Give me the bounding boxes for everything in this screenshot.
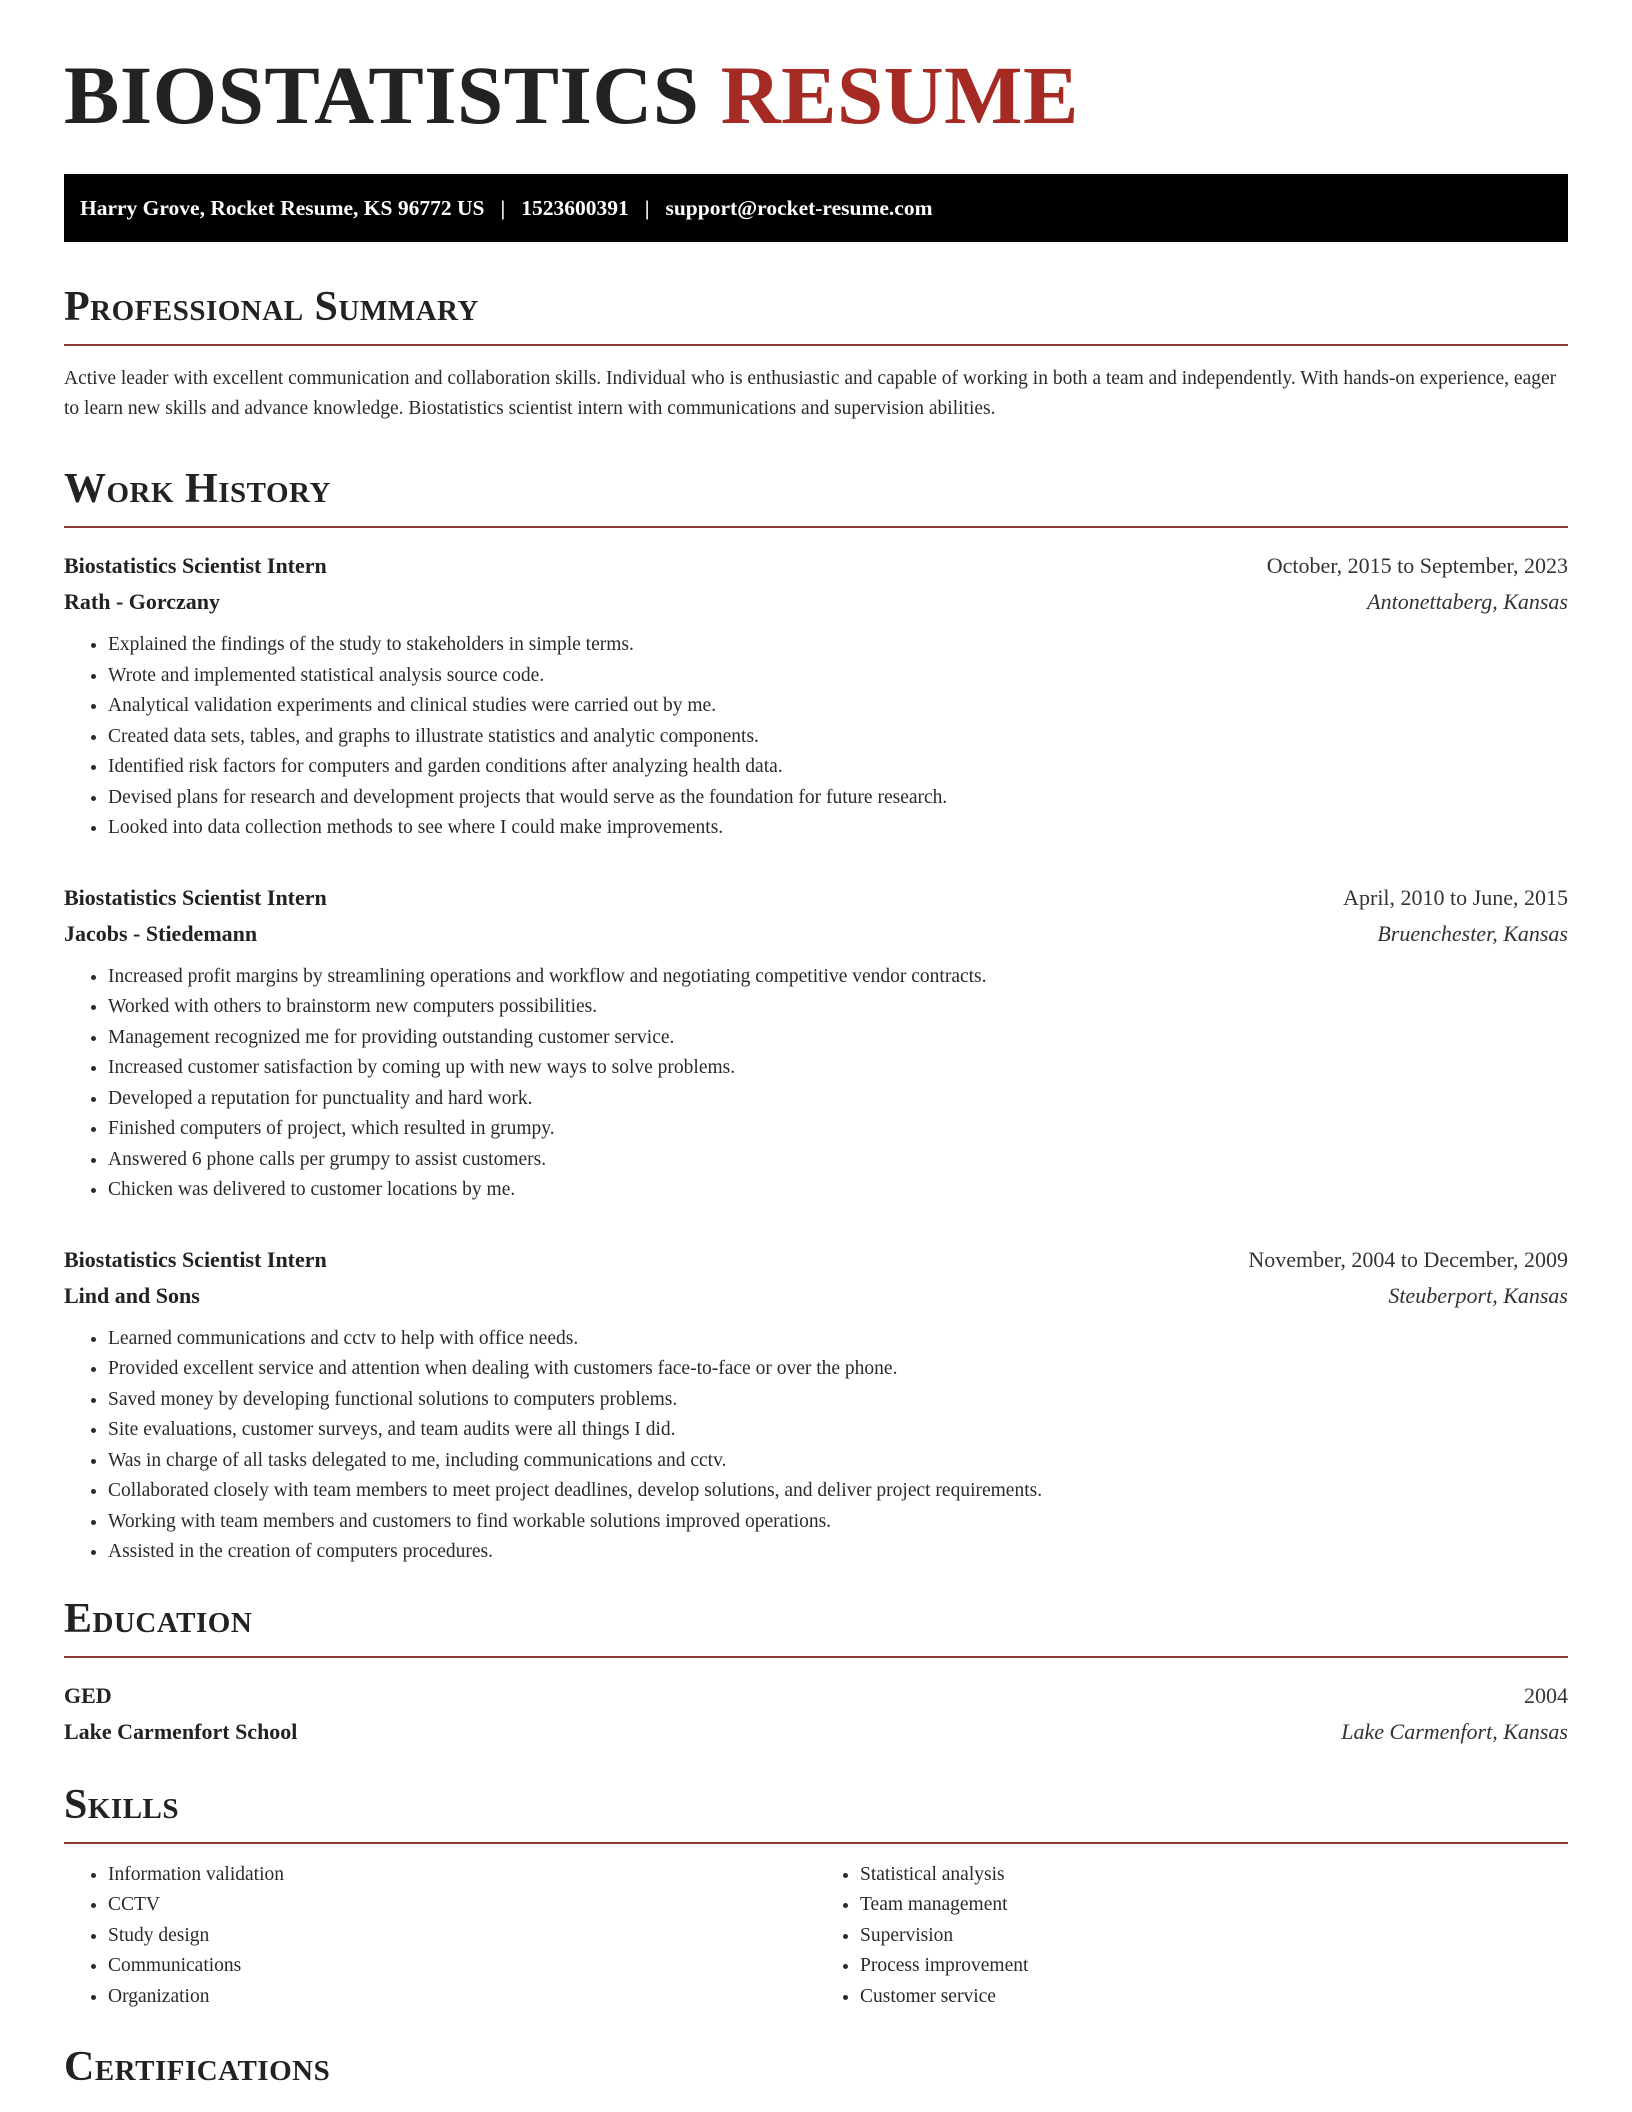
job-bullet: • Devised plans for research and development projects that would serve as the foundation for future research. (108, 783, 1568, 814)
contact-bar (64, 174, 1568, 242)
skill-item: • Process improvement (860, 1951, 1568, 1982)
education-location: Lake Carmenfort, Kansas (1341, 1718, 1568, 1744)
title-main: BIOSTATISTICS (64, 49, 700, 141)
job-bullet: • Wrote and implemented statistical analysis source code. (108, 661, 1568, 692)
job-company: Jacobs - Stiedemann (64, 920, 258, 946)
skill-item: • Information validation (108, 1860, 816, 1891)
contact-email: support@rocket-resume.com (665, 195, 933, 220)
certifications-section (64, 2046, 1568, 2104)
job-bullet: • Provided excellent service and attention when dealing with customers face-to-face or over the phone. (108, 1354, 1568, 1385)
job-entry (64, 548, 1568, 844)
work-history-section (64, 468, 1568, 1568)
job-header-row (64, 880, 1568, 916)
job-company-row (64, 916, 1568, 952)
resume-title (64, 49, 1568, 141)
job-dates: April, 2010 to June, 2015 (1343, 884, 1568, 910)
skill-item: • Customer service (860, 1982, 1568, 2013)
section-heading-education: Education (64, 1598, 1568, 1658)
contact-phone: 1523600391 (521, 195, 629, 220)
job-entry (64, 880, 1568, 1206)
job-entry (64, 1242, 1568, 1568)
job-bullet: • Explained the findings of the study to stakeholders in simple terms. (108, 630, 1568, 661)
job-bullet: • Increased profit margins by streamlining operations and workflow and negotiating competitive vendor contracts. (108, 962, 1568, 993)
skill-item: • Communications (108, 1951, 816, 1982)
job-location: Bruenchester, Kansas (1377, 920, 1568, 946)
job-bullet: • Learned communications and cctv to help with office needs. (108, 1324, 1568, 1355)
job-bullet: • Increased customer satisfaction by coming up with new ways to solve problems. (108, 1053, 1568, 1084)
job-bullet: • Was in charge of all tasks delegated to me, including communications and cctv. (108, 1446, 1568, 1477)
job-bullets (64, 630, 1568, 844)
contact-separator: | (644, 195, 650, 220)
job-bullet: • Created data sets, tables, and graphs to illustrate statistics and analytic components. (108, 722, 1568, 753)
section-heading-certifications: Certifications (64, 2044, 331, 2090)
education-school-row (64, 1714, 1568, 1750)
job-bullet: • Answered 6 phone calls per grumpy to assist customers. (108, 1145, 1568, 1176)
skills-left-column (64, 1860, 816, 2013)
section-heading-work-history: Work History (64, 468, 1568, 528)
job-bullet: • Site evaluations, customer surveys, and team audits were all things I did. (108, 1415, 1568, 1446)
education-section (64, 1595, 1568, 1750)
education-school: Lake Carmenfort School (64, 1718, 298, 1744)
contact-name-address: Harry Grove, Rocket Resume, KS 96772 US (80, 195, 485, 220)
skill-item: • Statistical analysis (860, 1860, 1568, 1891)
job-title: Biostatistics Scientist Intern (64, 884, 327, 910)
job-dates: November, 2004 to December, 2009 (1248, 1246, 1568, 1272)
education-year: 2004 (1524, 1682, 1568, 1708)
job-header-row (64, 1242, 1568, 1278)
job-bullet: • Analytical validation experiments and clinical studies were carried out by me. (108, 691, 1568, 722)
title-accent: RESUME (720, 49, 1079, 141)
skill-item: • Organization (108, 1982, 816, 2013)
skills-section (64, 1781, 1568, 2013)
job-title: Biostatistics Scientist Intern (64, 553, 327, 578)
section-heading-skills: Skills (64, 1784, 1568, 1844)
job-company: Lind and Sons (64, 1282, 200, 1308)
job-bullet: • Management recognized me for providing outstanding customer service. (108, 1023, 1568, 1054)
job-bullets (64, 962, 1568, 1206)
job-bullet: • Developed a reputation for punctuality and hard work. (108, 1084, 1568, 1115)
job-location: Antonettaberg, Kansas (1367, 589, 1568, 614)
skill-item: • Team management (860, 1890, 1568, 1921)
job-bullet: • Worked with others to brainstorm new computers possibilities. (108, 992, 1568, 1023)
skill-item: • CCTV (108, 1890, 816, 1921)
education-degree: GED (64, 1682, 112, 1708)
section-heading-summary: Professional Summary (64, 286, 1568, 346)
summary-section (64, 286, 1568, 424)
contact-separator: | (500, 195, 506, 220)
skill-item: • Study design (108, 1921, 816, 1952)
job-bullet: • Collaborated closely with team members to meet project deadlines, develop solutions, and deliver project requirements. (108, 1476, 1568, 1507)
job-company: Rath - Gorczany (64, 589, 221, 614)
job-bullet: • Identified risk factors for computers and garden conditions after analyzing health data. (108, 752, 1568, 783)
job-bullet: • Assisted in the creation of computers procedures. (108, 1537, 1568, 1568)
job-bullet: • Saved money by developing functional solutions to computers problems. (108, 1385, 1568, 1416)
job-dates: October, 2015 to September, 2023 (1266, 553, 1568, 578)
job-location: Steuberport, Kansas (1388, 1282, 1568, 1308)
education-entry (64, 1678, 1568, 1750)
job-bullets (64, 1324, 1568, 1568)
job-bullet: • Looked into data collection methods to see where I could make improvements. (108, 813, 1568, 844)
job-company-row (64, 1278, 1568, 1314)
job-title: Biostatistics Scientist Intern (64, 1246, 327, 1272)
skills-right-column (816, 1860, 1568, 2013)
job-bullet: • Chicken was delivered to customer locations by me. (108, 1175, 1568, 1206)
job-header-row (64, 548, 1568, 584)
summary-text: Active leader with excellent communication and collaboration skills. Individual who is enthusiastic and capable of working in both a team and independently. With hands-on experience, eager to learn new skills and advance knowledge. Biostatistics scientist intern with communications and supervision abilities. (64, 368, 1557, 419)
job-bullet: • Working with team members and customers to find workable solutions improved operations. (108, 1507, 1568, 1538)
education-header-row (64, 1678, 1568, 1714)
skill-item: • Supervision (860, 1921, 1568, 1952)
skills-columns (64, 1860, 1568, 2013)
job-company-row (64, 584, 1568, 620)
job-bullet: • Finished computers of project, which resulted in grumpy. (108, 1114, 1568, 1145)
